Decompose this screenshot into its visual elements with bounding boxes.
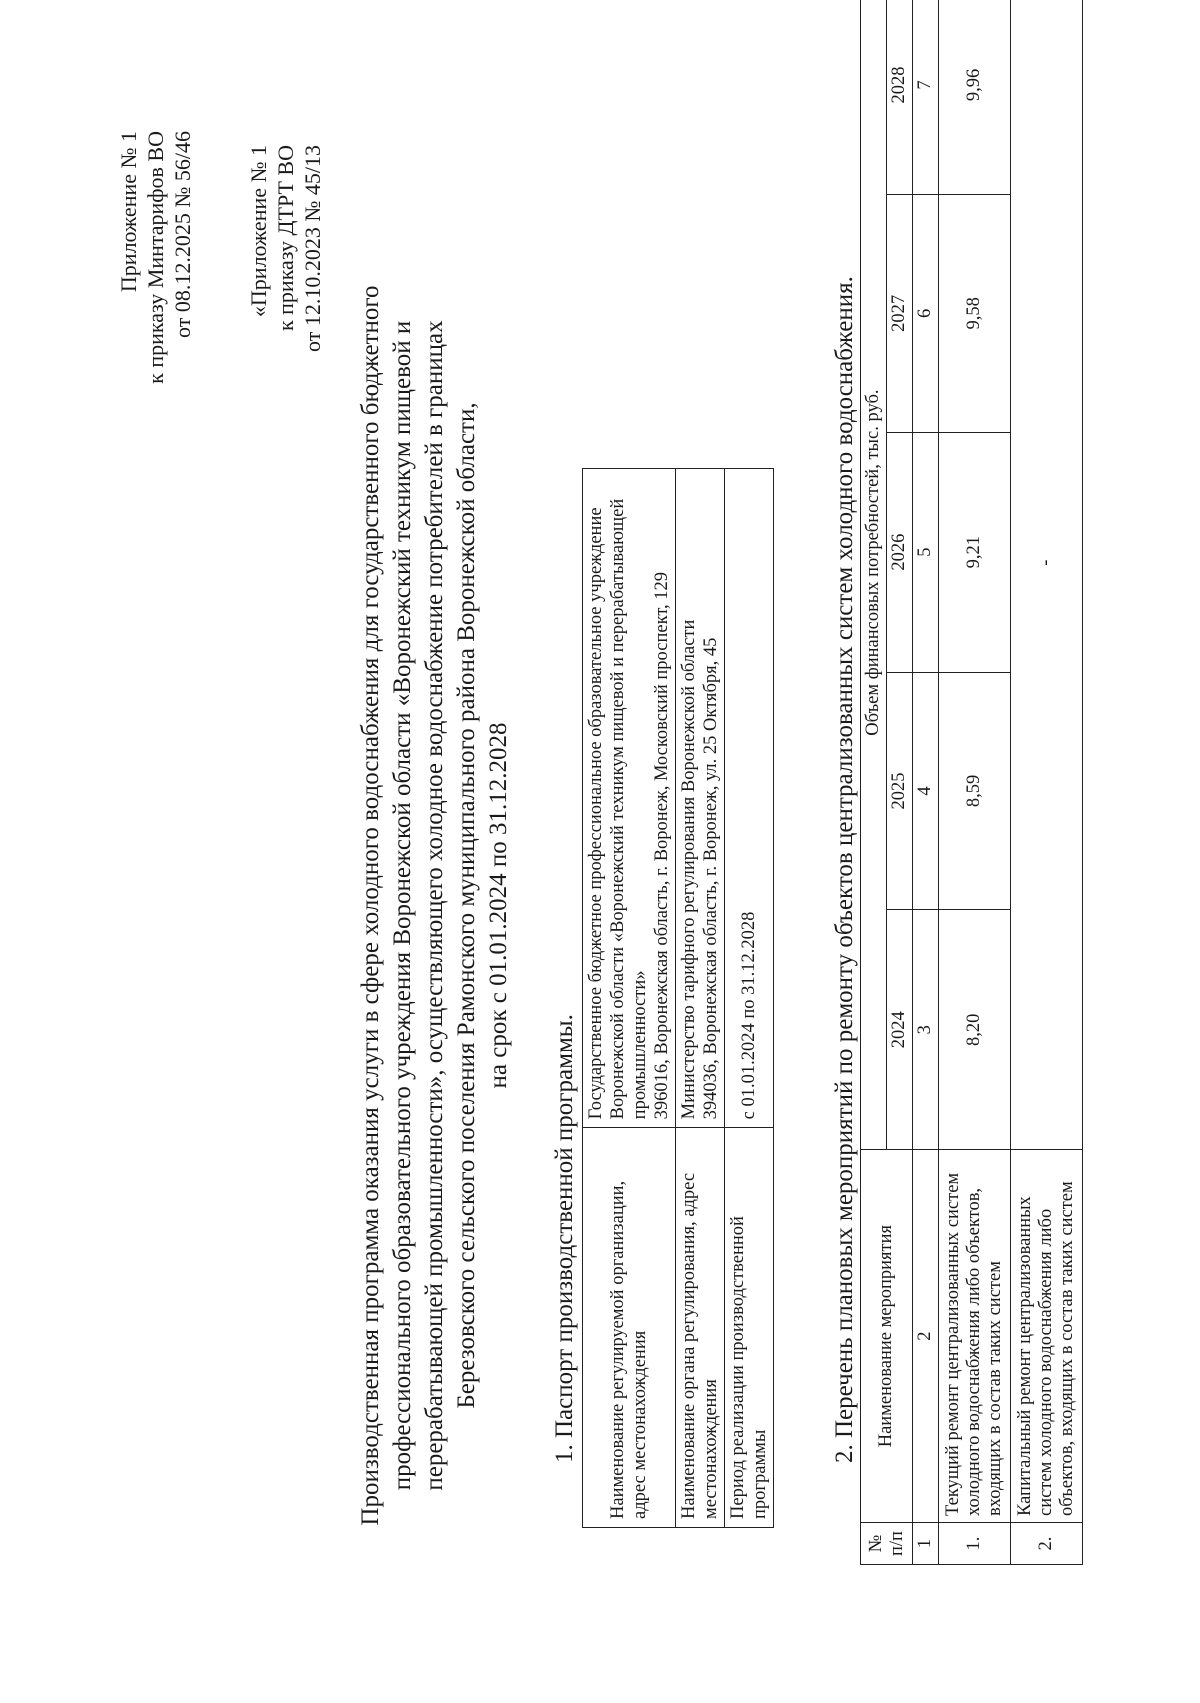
col-volume-header: Объем финансовых потребностей, тыс. руб. [861, 0, 887, 1150]
table-row [725, 469, 774, 1528]
row-name: Текущий ремонт централизованных систем холодного водоснабжения либо объектов, входящих в состав таких систем [939, 1150, 1011, 1523]
appendix-prev-line: к приказу ДТРТ ВО [273, 145, 298, 332]
col-name-header: Наименование мероприятия [861, 1150, 913, 1523]
row-num: 2. [1011, 1523, 1083, 1565]
passport-value-line: Министерство тарифного регулирования Воронежской области [679, 619, 699, 1120]
table-row [676, 469, 725, 1528]
appendix-prev-line: от 12.10.2023 № 45/13 [300, 145, 325, 352]
table-row [939, 0, 1011, 1565]
index-cell: 4 [913, 672, 939, 910]
section1-heading: 1. Паспорт производственной программы. [551, 1014, 578, 1463]
passport-value-line: с 01.01.2024 по 31.12.2028 [739, 911, 759, 1120]
passport-key: Наименование органа регулирования, адрес местонахождения [676, 1128, 725, 1528]
passport-value [583, 469, 676, 1128]
table-row [583, 469, 676, 1528]
passport-table [582, 468, 774, 1528]
appendix-block [115, 131, 196, 384]
year-header: 2026 [887, 432, 913, 672]
document-title [355, 168, 515, 1643]
row-dash-value: - [1011, 0, 1083, 1150]
title-line: профессионального образовательного учреждения Воронежской области «Воронежский техникум пищевой и [389, 320, 416, 1491]
row-value: 9,58 [939, 194, 1011, 432]
section2-heading: 2. Перечень плановых мероприятий по ремонту объектов централизованных систем холодного водоснабжения. [831, 276, 858, 1463]
index-cell: 5 [913, 432, 939, 672]
passport-value-line: 394036, Воронежская область, г. Воронеж, ул. 25 Октября, 45 [701, 637, 721, 1120]
table-row [1011, 0, 1083, 1565]
passport-key: Наименование регулируемой организации, адрес местонахождения [583, 1128, 676, 1528]
year-header: 2028 [887, 0, 913, 194]
row-value: 9,21 [939, 432, 1011, 672]
events-table [860, 0, 1083, 1565]
title-line: Производственная программа оказания услуги в сфере холодного водоснабжения для государственного бюджетного [357, 285, 384, 1526]
passport-value [725, 469, 774, 1128]
appendix-prev-block [245, 145, 326, 352]
index-cell: 6 [913, 194, 939, 432]
index-cell: 1 [913, 1523, 939, 1565]
title-line: перерабатывающей промышленности», осуществляющего холодное водоснабжение потребителей в границах [421, 320, 448, 1491]
row-num: 1. [939, 1523, 1011, 1565]
passport-value-line: 396016, Воронежская область, г. Воронеж, Московский проспект, 129 [652, 571, 672, 1120]
passport-value [676, 469, 725, 1128]
row-value: 9,96 [939, 0, 1011, 194]
title-line: Березовского сельского поселения Рамонского муниципального района Воронежской области, [453, 402, 480, 1409]
row-value: 8,20 [939, 910, 1011, 1150]
table-header-row [861, 0, 887, 1565]
index-row [913, 0, 939, 1565]
year-header: 2025 [887, 672, 913, 910]
year-header: 2027 [887, 194, 913, 432]
passport-key: Период реализации производственной программы [725, 1128, 774, 1528]
year-header: 2024 [887, 910, 913, 1150]
passport-value-line: Государственное бюджетное профессиональное образовательное учреждение Воронежской области «Воронежский техникум пищевой и перерабатывающей промышленности» [586, 498, 650, 1120]
appendix-line: Приложение № 1 [116, 131, 141, 293]
appendix-prev-line: «Приложение № 1 [246, 145, 271, 318]
index-cell: 7 [913, 0, 939, 194]
row-value: 8,59 [939, 672, 1011, 910]
index-cell: 2 [913, 1150, 939, 1523]
index-cell: 3 [913, 910, 939, 1150]
col-num-header: № п/п [861, 1523, 913, 1565]
appendix-line: от 08.12.2025 № 56/46 [170, 131, 195, 338]
row-name: Капитальный ремонт централизованных систем холодного водоснабжения либо объектов, входящих в состав таких систем [1011, 1150, 1083, 1523]
appendix-line: к приказу Минтарифов ВО [143, 131, 168, 384]
title-line: на срок с 01.01.2024 по 31.12.2028 [485, 722, 512, 1089]
